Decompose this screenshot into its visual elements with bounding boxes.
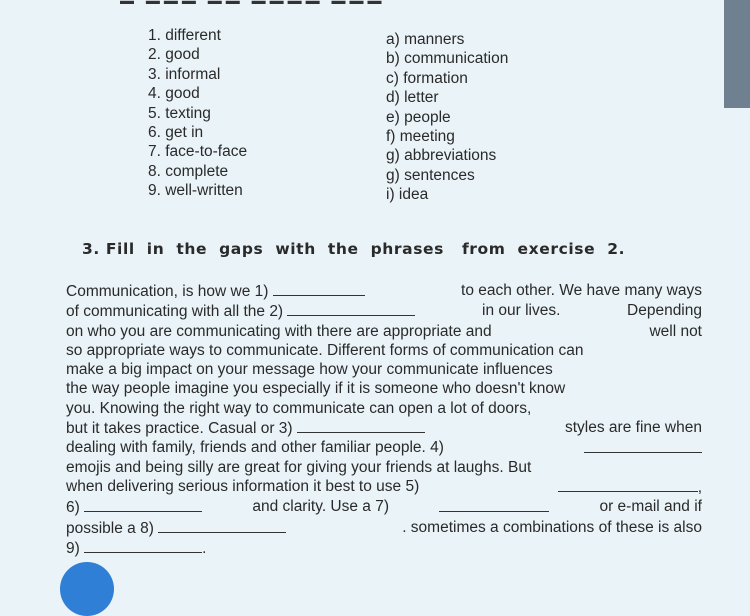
- punctuation: ,: [697, 478, 702, 496]
- list-item: g) abbreviations: [386, 147, 497, 165]
- paragraph-line: [66, 341, 702, 360]
- list-item: 1. different: [148, 27, 221, 44]
- blank-2[interactable]: [287, 301, 415, 316]
- paragraph-line: [66, 281, 702, 301]
- line-text: emojis and being silly are great for giving your friends at laughs. But: [66, 458, 532, 476]
- line-text: Communication, is how we 1): [66, 283, 269, 300]
- paragraph-line: [66, 301, 702, 321]
- list-item: 5. texting: [148, 104, 211, 122]
- line-text: in our lives.: [482, 302, 561, 320]
- line-text: of communicating with all the 2): [66, 303, 284, 321]
- line-text: dealing with family, friends and other familiar people. 4): [66, 439, 444, 457]
- list-item: 3. informal: [148, 65, 221, 83]
- line-text: and clarity. Use a 7): [252, 498, 390, 516]
- line-text: well not: [649, 322, 702, 340]
- blank-1[interactable]: [273, 281, 365, 296]
- paragraph-line: [66, 458, 702, 477]
- blank-8[interactable]: [158, 518, 286, 533]
- list-item: 6. get in: [148, 124, 204, 142]
- list-item: f) meeting: [386, 128, 455, 146]
- punctuation: .: [202, 539, 207, 557]
- matching-right-list: [386, 30, 508, 205]
- list-item: i) idea: [386, 186, 429, 204]
- blank-4[interactable]: [584, 438, 702, 453]
- list-item: c) formation: [386, 69, 468, 87]
- blank-9[interactable]: [84, 538, 202, 553]
- exercise-3-title: 3. Fill in the gaps with the phrases from exercise 2.: [82, 240, 626, 258]
- line-text: styles are fine when: [565, 419, 702, 437]
- line-text: the way people imagine you especially if it is someone who doesn't know: [66, 380, 566, 398]
- list-item: a) manners: [386, 31, 465, 48]
- gap-fill-paragraph: [66, 281, 702, 558]
- list-item: b) communication: [386, 50, 509, 68]
- floating-action-button[interactable]: [60, 562, 114, 616]
- blank-6[interactable]: [84, 497, 202, 512]
- list-item: 7. face-to-face: [148, 143, 248, 161]
- cropped-heading-fragment: [120, 0, 420, 4]
- line-text: make a big impact on your message how your communicate influences: [66, 361, 553, 379]
- paragraph-line: [66, 518, 702, 538]
- list-item: 2. good: [148, 46, 200, 64]
- blank-7[interactable]: [439, 497, 549, 512]
- line-text: possible a 8): [66, 519, 154, 537]
- paragraph-line: [66, 399, 702, 418]
- list-item: d) letter: [386, 89, 439, 107]
- matching-left-list: [148, 26, 247, 201]
- paragraph-line: [66, 477, 702, 497]
- line-text: to each other. We have many ways: [461, 282, 702, 299]
- paragraph-line: [66, 322, 702, 341]
- paragraph-line: [66, 360, 702, 379]
- paragraph-line: [66, 438, 702, 457]
- line-text: 9): [66, 539, 80, 557]
- paragraph-line: [66, 497, 702, 517]
- list-item: 8. complete: [148, 162, 229, 180]
- line-text: . sometimes a combinations of these is also: [402, 518, 702, 536]
- list-item: g) sentences: [386, 166, 475, 184]
- line-text: but it takes practice. Casual or 3): [66, 420, 293, 438]
- line-text: Depending: [627, 302, 702, 320]
- line-text: or e-mail and if: [599, 498, 702, 516]
- line-text: you. Knowing the right way to communicate can open a lot of doors,: [66, 399, 532, 417]
- line-text: on who you are communicating with there are appropriate and: [66, 322, 492, 340]
- line-text: 6): [66, 499, 80, 517]
- blank-3[interactable]: [297, 418, 425, 433]
- line-text: so appropriate ways to communicate. Different forms of communication can: [66, 341, 584, 359]
- list-item: 9. well-written: [148, 182, 243, 200]
- scrollbar-thumb[interactable]: [724, 0, 750, 108]
- line-text: when delivering serious information it best to use 5): [66, 477, 420, 495]
- paragraph-line: [66, 538, 702, 558]
- list-item: e) people: [386, 108, 451, 126]
- paragraph-line: [66, 379, 702, 398]
- paragraph-line: [66, 418, 702, 438]
- list-item: 4. good: [148, 85, 200, 103]
- blank-5[interactable]: [558, 477, 698, 492]
